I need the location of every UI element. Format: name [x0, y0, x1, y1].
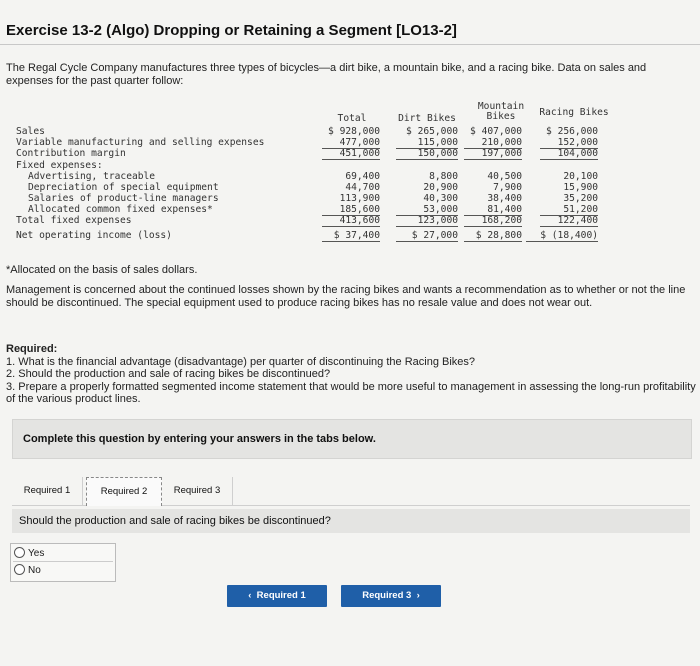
page-title: Exercise 13-2 (Algo) Dropping or Retaining a Segment [LO13-2] — [6, 22, 457, 39]
question-box — [12, 509, 690, 533]
cell-mountain: 7,900 — [493, 182, 522, 193]
cell-dirt: $ 265,000 — [406, 126, 458, 137]
cell-total: 113,900 — [339, 193, 380, 204]
cell-mountain: 168,200 — [464, 215, 522, 227]
cell-racing: 152,000 — [540, 137, 598, 149]
cell-total: 451,000 — [322, 148, 380, 160]
cell-mountain: 40,500 — [487, 171, 522, 182]
intro-text: The Regal Cycle Company manufactures three types of bicycles—a dirt bike, a mountain bike, and a racing bike. Data on sales and expenses for the past quarter follow: — [6, 62, 647, 87]
option-yes[interactable] — [13, 546, 113, 562]
row-label: Allocated common fixed expenses* — [28, 204, 213, 215]
cell-racing: $ 256,000 — [546, 126, 598, 137]
cell-total: 44,700 — [345, 182, 380, 193]
cell-dirt: 150,000 — [396, 148, 458, 160]
tab-bar — [12, 477, 690, 506]
management-paragraph: Management is concerned about the continued losses shown by the racing bikes and wants a recommendation as to whether or not the line should be discontinued. The special equipment used to produce racing bikes has no resale value and does not wear out. — [6, 284, 686, 309]
cell-racing: 51,200 — [540, 204, 598, 216]
next-button-label: Required 3 — [362, 590, 412, 601]
answer-options — [10, 543, 116, 582]
cell-racing: $ (18,400) — [526, 230, 598, 242]
option-yes-label: Yes — [28, 548, 45, 559]
option-no[interactable] — [13, 563, 113, 578]
required-q1: 1. What is the financial advantage (disadvantage) per quarter of discontinuing the Racing Bikes? — [6, 355, 476, 368]
row-label: Variable manufacturing and selling expenses — [16, 137, 265, 148]
cell-dirt: 20,900 — [423, 182, 458, 193]
cell-racing: 20,100 — [563, 171, 598, 182]
row-label: Advertising, traceable — [28, 171, 156, 182]
header-mountain: Mountain Bikes — [477, 101, 525, 122]
header-dirt: Dirt Bikes — [398, 113, 456, 124]
cell-racing: 15,900 — [563, 182, 598, 193]
cell-racing: 122,400 — [540, 215, 598, 227]
prev-button[interactable] — [227, 585, 327, 607]
tab-required-2[interactable]: Required 2 — [86, 477, 162, 506]
question-text: Should the production and sale of racing bikes be discontinued? — [19, 515, 331, 527]
radio-icon[interactable] — [14, 547, 25, 558]
cell-mountain: 197,000 — [464, 148, 522, 160]
cell-total: $ 928,000 — [328, 126, 380, 137]
cell-mountain: $ 407,000 — [470, 126, 522, 137]
required-q2: 2. Should the production and sale of racing bikes be discontinued? — [6, 368, 331, 380]
header-total: Total — [337, 113, 367, 124]
chevron-right-icon: › — [411, 590, 420, 601]
required-heading: Required: — [6, 343, 58, 355]
title-divider — [0, 44, 700, 45]
tab-required-1[interactable]: Required 1 — [12, 477, 83, 505]
prev-button-label: Required 1 — [256, 590, 306, 601]
footnote: *Allocated on the basis of sales dollars. — [6, 264, 198, 276]
cell-racing: 35,200 — [563, 193, 598, 204]
row-label: Sales — [16, 126, 45, 137]
cell-total: 185,600 — [322, 204, 380, 216]
cell-dirt: 115,000 — [396, 137, 458, 149]
cell-total: 477,000 — [322, 137, 380, 149]
header-racing: Racing Bikes — [539, 107, 609, 118]
cell-mountain: 81,400 — [464, 204, 522, 216]
row-label: Contribution margin — [16, 148, 126, 159]
required-q3: 3. Prepare a properly formatted segmented income statement that would be more useful to management in assessing the long-run profitability of the various product lines. — [6, 380, 696, 405]
instruction-box — [12, 419, 692, 459]
cell-total: 69,400 — [345, 171, 380, 182]
cell-dirt: 8,800 — [429, 171, 458, 182]
cell-dirt: $ 27,000 — [396, 230, 458, 242]
cell-mountain: 210,000 — [464, 137, 522, 149]
cell-mountain: 38,400 — [487, 193, 522, 204]
row-label: Salaries of product-line managers — [28, 193, 219, 204]
option-no-label: No — [28, 565, 41, 576]
row-label: Depreciation of special equipment — [28, 182, 219, 193]
row-label: Net operating income (loss) — [16, 230, 172, 241]
required-section — [6, 343, 696, 406]
next-button[interactable] — [341, 585, 441, 607]
tab-required-3[interactable]: Required 3 — [162, 477, 233, 505]
row-label: Fixed expenses: — [16, 160, 103, 171]
cell-dirt: 53,000 — [396, 204, 458, 216]
row-label: Total fixed expenses — [16, 215, 132, 226]
cell-total: 413,600 — [322, 215, 380, 227]
chevron-left-icon: ‹ — [248, 590, 257, 601]
instruction-text: Complete this question by entering your answers in the tabs below. — [23, 433, 376, 445]
cell-total: $ 37,400 — [322, 230, 380, 242]
cell-dirt: 40,300 — [423, 193, 458, 204]
cell-racing: 104,000 — [540, 148, 598, 160]
radio-icon[interactable] — [14, 564, 25, 575]
cell-dirt: 123,000 — [396, 215, 458, 227]
cell-mountain: $ 28,800 — [464, 230, 522, 242]
